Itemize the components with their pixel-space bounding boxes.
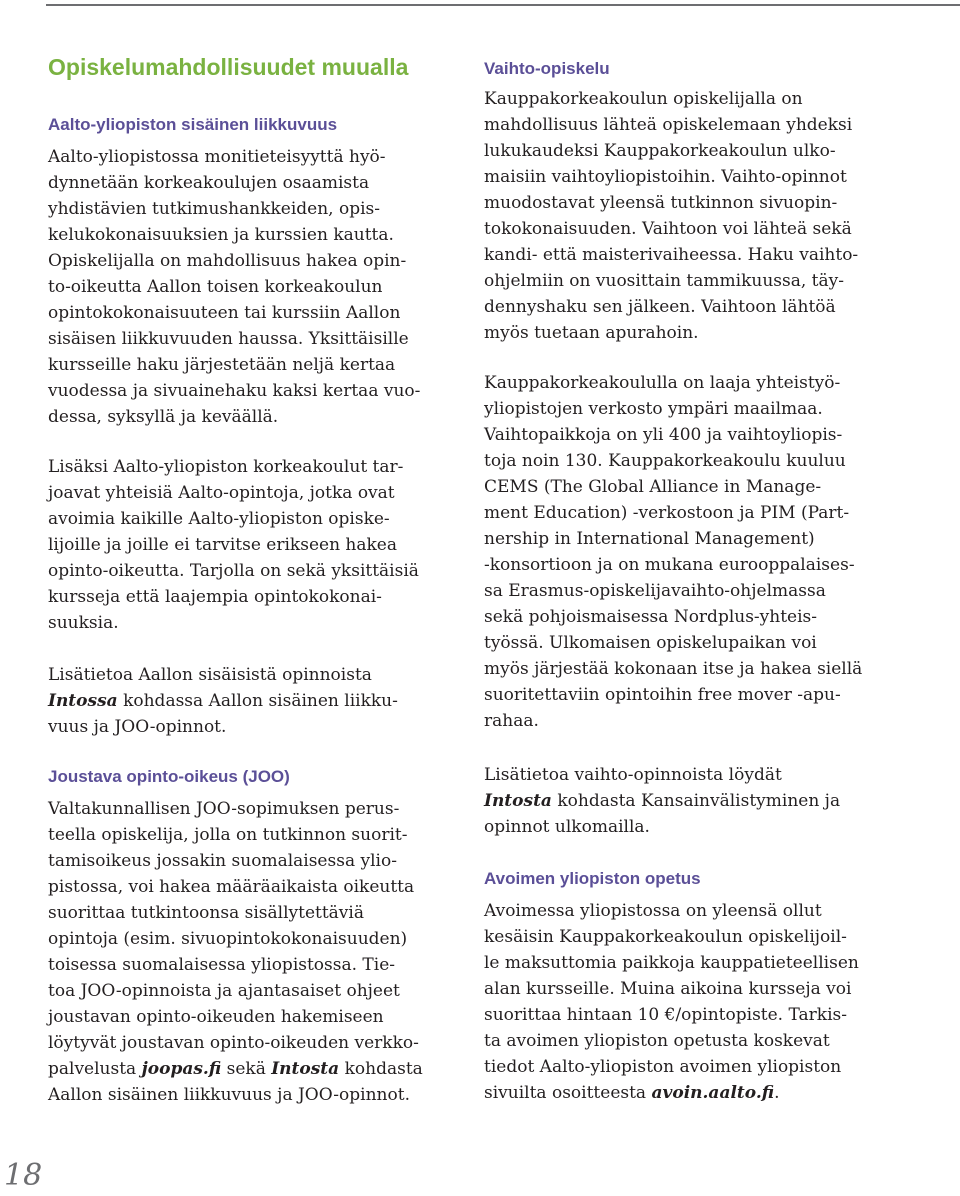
text-line: myös järjestää kokonaan itse ja hakea siellä	[484, 659, 863, 679]
text-line: tiedot Aalto-yliopiston avoimen yliopiston	[484, 1057, 842, 1077]
joopas-link[interactable]: joopas.fi	[141, 1059, 222, 1079]
text-line: löytyvät joustavan opinto-oikeuden verkko-	[48, 1033, 419, 1053]
avoin-aalto-link[interactable]: avoin.aalto.fi	[651, 1083, 775, 1103]
text-line: vuus ja JOO-opinnot.	[48, 717, 227, 737]
text-line: palvelusta joopas.fi sekä Intosta kohdasta	[48, 1059, 423, 1079]
text-line: sivuilta osoitteesta avoin.aalto.fi.	[484, 1083, 780, 1103]
page-number: 18	[4, 1158, 43, 1193]
heading-flexible-study-right: Joustava opinto-oikeus (JOO)	[48, 767, 290, 786]
text-line: Vaihtopaikkoja on yli 400 ja vaihtoyliopis-	[484, 425, 843, 445]
text-line: suoritettaviin opintoihin free mover -apu-	[484, 685, 841, 705]
top-rule	[46, 4, 960, 6]
text-line: suuksia.	[48, 613, 119, 633]
text-line: toja noin 130. Kauppakorkeakoulu kuuluu	[484, 451, 846, 471]
paragraph-partner-network	[484, 370, 904, 734]
text-line: kelukokonaisuuksien ja kurssien kautta.	[48, 225, 394, 245]
intosta-reference: Intosta	[271, 1059, 340, 1079]
text-line: yhdistävien tutkimushankkeiden, opis-	[48, 199, 381, 219]
text-line: opintoja (esim. sivuopintokokonaisuuden)	[48, 929, 408, 949]
text-line: tokokonaisuuden. Vaihtoon voi lähteä sekä	[484, 219, 852, 239]
text-line: pistossa, voi hakea määräaikaista oikeutta	[48, 877, 415, 897]
text-line: joavat yhteisiä Aalto-opintoja, jotka ovat	[48, 483, 395, 503]
text-line: ment Education) -verkostoon ja PIM (Part-	[484, 503, 850, 523]
text-line: Lisätietoa vaihto-opinnoista löydät	[484, 765, 782, 785]
text-line: kursseja että laajempia opintokokonai-	[48, 587, 382, 607]
text-line: myös tuetaan apurahoin.	[484, 323, 699, 343]
text-line: dessa, syksyllä ja keväällä.	[48, 407, 279, 427]
intossa-reference: Intossa	[48, 691, 118, 711]
text-line: toa JOO-opinnoista ja ajantasaiset ohjeet	[48, 981, 400, 1001]
text-line: -konsortioon ja on mukana eurooppalaises-	[484, 555, 855, 575]
text-line: Avoimessa yliopistossa on yleensä ollut	[484, 901, 822, 921]
text-line: työssä. Ulkomaisen opiskelupaikan voi	[484, 633, 817, 653]
text-line: ta avoimen yliopiston opetusta koskevat	[484, 1031, 830, 1051]
text-line: teella opiskelija, jolla on tutkinnon suorit-	[48, 825, 408, 845]
text-line: Aallon sisäinen liikkuvuus ja JOO-opinnot.	[48, 1085, 410, 1105]
intosta-reference: Intosta	[484, 791, 552, 811]
paragraph-exchange	[484, 86, 904, 346]
text-line: nership in International Management)	[484, 529, 815, 549]
text-line: toisessa suomalaisessa yliopistossa. Tie-	[48, 955, 396, 975]
paragraph-more-info-exchange	[484, 762, 904, 840]
text-line: suorittaa tutkintoonsa sisällytettäviä	[48, 903, 364, 923]
text-line: Kauppakorkeakoululla on laaja yhteistyö-	[484, 373, 841, 393]
text-line: le maksuttomia paikkoja kauppatieteellisen	[484, 953, 859, 973]
page-title: Opiskelumahdollisuudet muualla	[48, 54, 409, 80]
text-line: lijoille ja joille ei tarvitse erikseen hakea	[48, 535, 398, 555]
text-line: Valtakunnallisen JOO-sopimuksen perus-	[48, 799, 400, 819]
text-line: rahaa.	[484, 711, 539, 731]
paragraph-joo	[48, 796, 468, 1108]
text-line: muodostavat yleensä tutkinnon sivuopin-	[484, 193, 838, 213]
text-line: joustavan opinto-oikeuden hakemiseen	[48, 1007, 384, 1027]
text-line: Lisäksi Aalto-yliopiston korkeakoulut tar-	[48, 457, 404, 477]
text-line: CEMS (The Global Alliance in Manage-	[484, 477, 822, 497]
text-line: opinnot ulkomailla.	[484, 817, 650, 837]
text-line: Kauppakorkeakoulun opiskelijalla on	[484, 89, 803, 109]
text-line: yliopistojen verkosto ympäri maailmaa.	[484, 399, 823, 419]
text-line: suorittaa hintaan 10 €/opintopiste. Tarkis-	[484, 1005, 847, 1025]
text-line: avoimia kaikille Aalto-yliopiston opiske-	[48, 509, 390, 529]
text-line: kesäisin Kauppakorkeakoulun opiskelijoil-	[484, 927, 847, 947]
text-line: kandi- että maisterivaiheessa. Haku vaihto-	[484, 245, 859, 265]
heading-exchange-studies: Vaihto-opiskelu	[484, 59, 610, 78]
text-line: Lisätietoa Aallon sisäisistä opinnoista	[48, 665, 372, 685]
text-line: to-oikeutta Aallon toisen korkeakoulun	[48, 277, 383, 297]
text-line: opintokokonaisuuteen tai kurssiin Aallon	[48, 303, 401, 323]
paragraph-internal-mobility	[48, 144, 468, 430]
text-line: sekä pohjoismaisessa Nordplus-yhteis-	[484, 607, 818, 627]
text-line: sa Erasmus-opiskelijavaihto-ohjelmassa	[484, 581, 826, 601]
text-line: Intosta kohdasta Kansainvälistyminen ja	[484, 791, 841, 811]
heading-open-university: Avoimen yliopiston opetus	[484, 869, 701, 888]
text-line: Aalto-yliopistossa monitieteisyyttä hyö-	[48, 147, 386, 167]
text-line: opinto-oikeutta. Tarjolla on sekä yksittäisiä	[48, 561, 419, 581]
paragraph-open-university	[484, 898, 904, 1106]
text-line: Intossa kohdassa Aallon sisäinen liikku-	[48, 691, 398, 711]
paragraph-more-info-internal	[48, 662, 468, 740]
text-line: dynnetään korkeakoulujen osaamista	[48, 173, 370, 193]
text-line: ohjelmiin on vuosittain tammikuussa, täy-	[484, 271, 844, 291]
text-line: lukukaudeksi Kauppakorkeakoulun ulko-	[484, 141, 836, 161]
text-line: dennyshaku sen jälkeen. Vaihtoon lähtöä	[484, 297, 836, 317]
text-line: maisiin vaihtoyliopistoihin. Vaihto-opinnot	[484, 167, 847, 187]
text-line: vuodessa ja sivuainehaku kaksi kertaa vuo-	[48, 381, 421, 401]
text-line: mahdollisuus lähteä opiskelemaan yhdeksi	[484, 115, 853, 135]
text-line: tamisoikeus jossakin suomalaisessa ylio-	[48, 851, 397, 871]
text-line: kursseille haku järjestetään neljä kertaa	[48, 355, 396, 375]
paragraph-aalto-studies	[48, 454, 468, 636]
text-line: alan kursseille. Muina aikoina kursseja voi	[484, 979, 852, 999]
heading-internal-mobility: Aalto-yliopiston sisäinen liikkuvuus	[48, 115, 338, 134]
text-line: sisäisen liikkuvuuden haussa. Yksittäisille	[48, 329, 409, 349]
text-line: Opiskelijalla on mahdollisuus hakea opin-	[48, 251, 407, 271]
